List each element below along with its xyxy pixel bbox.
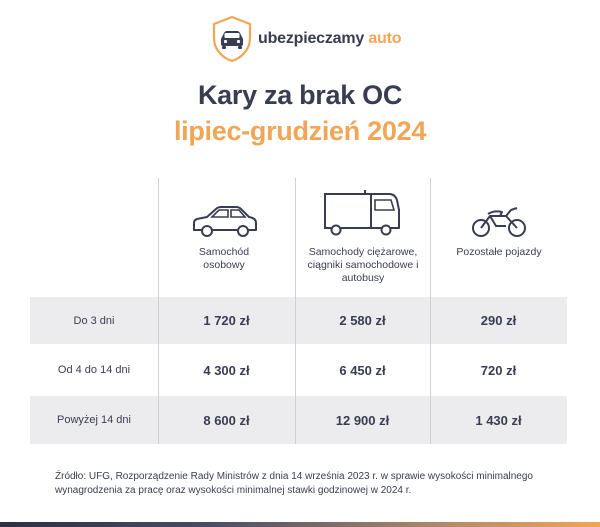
brand-name-part1: ubezpieczamy — [258, 30, 365, 47]
car-icon — [190, 204, 260, 240]
brand-logo — [0, 14, 600, 62]
penalty-value: 2 580 zł — [339, 313, 386, 328]
row-label: Od 4 do 14 dni — [57, 364, 131, 376]
column-header-other: Pozostałe pojazdy — [456, 246, 542, 258]
penalty-value: 290 zł — [480, 313, 517, 328]
penalty-value: 1 720 zł — [203, 313, 250, 328]
table-row — [30, 344, 567, 396]
page-title: Kary za brak OC — [197, 80, 403, 110]
column-header-truck: Samochody ciężarowe, ciągniki samochodowe i autobusy — [307, 246, 419, 284]
column-divider — [430, 178, 431, 444]
source-footnote: Źródło: UFG, Rozporządzenie Rady Ministrów z dnia 14 września 2023 r. w sprawie wysokości minimalnego wynagrodzenia za pracę oraz wysokości minimalnej stawki godzinowej w 2024 r. — [55, 471, 533, 496]
penalty-value: 8 600 zł — [203, 412, 250, 428]
penalty-table — [30, 178, 567, 444]
row-label: Powyżej 14 dni — [57, 414, 131, 426]
row-label: Do 3 dni — [73, 314, 115, 327]
brand-name — [258, 30, 401, 48]
penalty-value: 720 zł — [480, 362, 517, 378]
column-divider — [158, 178, 159, 444]
penalty-value: 12 900 zł — [335, 412, 390, 428]
column-divider — [295, 178, 296, 444]
shield-car-icon — [207, 14, 257, 64]
page-subtitle: lipiec-grudzień 2024 — [173, 116, 427, 146]
brand-name-part2: auto — [368, 30, 402, 47]
motorcycle-icon — [470, 202, 528, 240]
penalty-value: 1 430 zł — [475, 412, 522, 428]
bottom-gradient-bar — [0, 522, 600, 527]
table-row — [30, 297, 567, 344]
column-header-car: Samochód osobowy — [198, 246, 250, 271]
table-row — [30, 396, 567, 444]
penalty-value: 6 450 zł — [339, 362, 386, 378]
truck-icon — [322, 188, 402, 238]
penalty-value: 4 300 zł — [203, 362, 250, 378]
